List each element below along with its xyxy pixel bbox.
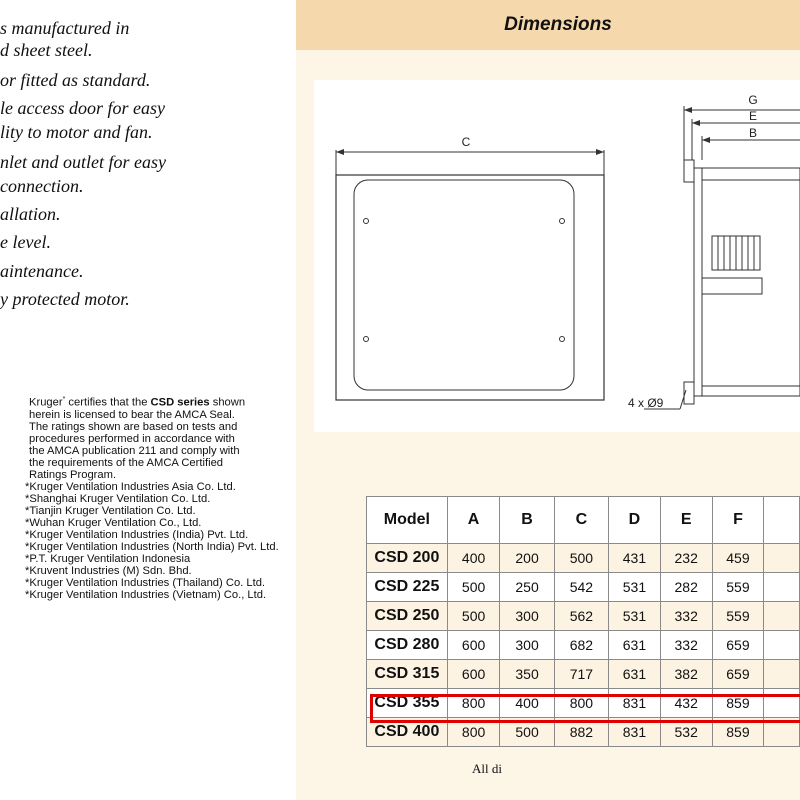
table-cell: 332	[660, 631, 712, 660]
table-cell: 459	[712, 544, 764, 573]
table-cell: 800	[447, 689, 500, 718]
mounting-holes-label: 4 x Ø9	[628, 396, 664, 410]
licensee-item: *P.T. Kruger Ventilation Indonesia	[25, 552, 191, 565]
table-cell: 831	[609, 718, 661, 747]
table-cell: 659	[712, 660, 764, 689]
table-cell: 431	[609, 544, 661, 573]
table-cell: 400	[447, 544, 500, 573]
column-header: F	[712, 497, 764, 544]
table-cell: 300	[500, 631, 554, 660]
feature-line: or fitted as standard.	[0, 70, 151, 90]
amca-certification	[0, 394, 296, 601]
licensee-item: *Shanghai Kruger Ventilation Co. Ltd.	[25, 492, 211, 505]
table-cell: 400	[500, 689, 554, 718]
table-cell: 659	[712, 631, 764, 660]
feature-line: le access door for easy	[0, 98, 165, 118]
table-cell: 542	[554, 573, 608, 602]
table-cell: 500	[447, 573, 500, 602]
table-cell: 382	[660, 660, 712, 689]
licensee-item: *Kruvent Industries (M) Sdn. Bhd.	[25, 564, 192, 577]
model-cell: CSD 250	[367, 602, 448, 631]
table-cell: 859	[712, 689, 764, 718]
licensee-item: *Kruger Ventilation Industries (India) Pvt. Ltd.	[25, 528, 249, 541]
certification-line: the AMCA publication 211 and comply with	[29, 444, 240, 457]
fan-drawing-svg	[314, 80, 800, 432]
feature-line: nlet and outlet for easy	[0, 152, 166, 172]
certification-line: The ratings shown are based on tests and	[29, 420, 238, 433]
table-cell: 531	[609, 573, 661, 602]
model-cell: CSD 355	[367, 689, 448, 718]
dimensions-panel	[296, 0, 800, 800]
table-cell: 531	[609, 602, 661, 631]
table-cell: 500	[554, 544, 608, 573]
licensee-item: *Kruger Ventilation Industries (Vietnam) Co., Ltd.	[25, 588, 267, 601]
table-cell: 500	[447, 602, 500, 631]
table-cell: 631	[609, 660, 661, 689]
model-cell: CSD 280	[367, 631, 448, 660]
certification-statement: Kruger* certifies that the CSD series shown	[29, 396, 246, 409]
certification-line: procedures performed in accordance with	[29, 432, 235, 445]
dimension-label-e: E	[748, 109, 758, 123]
feature-line: s manufactured in	[0, 18, 130, 38]
table-cell: 500	[500, 718, 554, 747]
feature-line: connection.	[0, 176, 84, 196]
model-cell: CSD 315	[367, 660, 448, 689]
table-cell: 600	[447, 631, 500, 660]
company-name: Kruger	[29, 396, 63, 409]
table-cell: 432	[660, 689, 712, 718]
column-header: E	[660, 497, 712, 544]
table-cell: 600	[447, 660, 500, 689]
table-cell: 682	[554, 631, 608, 660]
licensee-item: *Kruger Ventilation Industries (North India) Pvt. Ltd.	[25, 540, 279, 553]
certification-line: Ratings Program.	[29, 468, 117, 481]
dimension-label-b: B	[748, 126, 758, 140]
column-header: Model	[367, 497, 448, 544]
table-cell: 282	[660, 573, 712, 602]
model-cell: CSD 225	[367, 573, 448, 602]
licensee-item: *Kruger Ventilation Industries Asia Co. Ltd.	[25, 480, 236, 493]
table-cell: 532	[660, 718, 712, 747]
table-cell: 559	[712, 573, 764, 602]
feature-line: y protected motor.	[0, 289, 130, 309]
certification-line: the requirements of the AMCA Certified	[29, 456, 224, 469]
table-cell: 831	[609, 689, 661, 718]
dimensions-title: Dimensions	[504, 14, 612, 35]
column-header: A	[447, 497, 500, 544]
column-header: D	[609, 497, 661, 544]
table-cell: 250	[500, 573, 554, 602]
certification-line: herein is licensed to bear the AMCA Seal.	[29, 408, 235, 421]
model-cell: CSD 200	[367, 544, 448, 573]
table-cell: 717	[554, 660, 608, 689]
feature-line: allation.	[0, 204, 61, 224]
feature-line: d sheet steel.	[0, 40, 93, 60]
feature-line: aintenance.	[0, 261, 84, 281]
table-cell: 350	[500, 660, 554, 689]
table-cell: 332	[660, 602, 712, 631]
table-cell: 800	[447, 718, 500, 747]
table-cell: 300	[500, 602, 554, 631]
dimensions-header	[296, 0, 800, 50]
dimension-label-c: C	[461, 135, 471, 149]
licensee-item: *Tianjin Kruger Ventilation Co. Ltd.	[25, 504, 196, 517]
table-cell: 882	[554, 718, 608, 747]
feature-line: lity to motor and fan.	[0, 122, 153, 142]
front-view	[336, 149, 604, 400]
table-cell: 232	[660, 544, 712, 573]
certification-mark: *	[62, 396, 66, 403]
column-header: B	[500, 497, 554, 544]
table-cell: 631	[609, 631, 661, 660]
left-column	[0, 0, 296, 800]
dimension-label-g: G	[748, 93, 758, 107]
dimensions-footnote: All di	[472, 761, 502, 776]
table-cell: 562	[554, 602, 608, 631]
table-cell: 800	[554, 689, 608, 718]
table-cell: 859	[712, 718, 764, 747]
licensee-item: *Kruger Ventilation Industries (Thailand) Co. Ltd.	[25, 576, 266, 589]
dimension-drawing	[314, 80, 800, 432]
table-cell: 200	[500, 544, 554, 573]
column-header: C	[554, 497, 608, 544]
series-name: CSD series	[150, 396, 210, 409]
licensee-item: *Wuhan Kruger Ventilation Co., Ltd.	[25, 516, 202, 529]
table-cell: 559	[712, 602, 764, 631]
feature-line: e level.	[0, 232, 51, 252]
model-cell: CSD 400	[367, 718, 448, 747]
side-view	[644, 106, 800, 409]
